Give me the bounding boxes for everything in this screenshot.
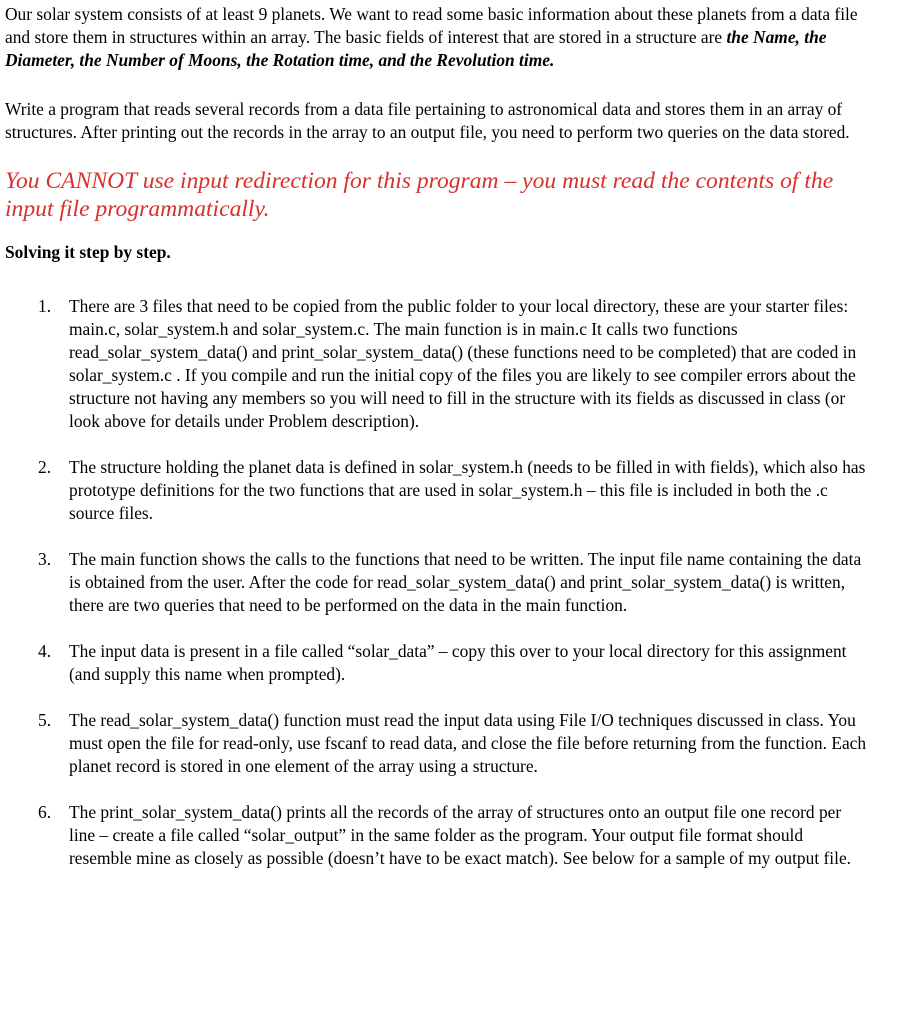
step-number: 6. [38,802,52,822]
step-text: The read_solar_system_data() function must read the input data using File I/O techniques discussed in class. You must open the file for read-only, use fscanf to read data, and close the file before returning from the function. Each planet record is stored in one element of the array using a structure. [69,710,867,776]
list-item [5,801,869,870]
list-item [5,295,869,433]
intro-paragraph [5,3,885,72]
task-paragraph: Write a program that reads several records from a data file pertaining to astronomical data and stores them in an array of structures. After printing out the records in the array to an output file, you need to perform two queries on the data stored. [5,99,850,142]
step-number: 1. [38,296,52,316]
steps-list [5,295,907,870]
step-number: 4. [38,641,52,661]
step-text: The main function shows the calls to the functions that need to be written. The input file name containing the data is obtained from the user. After the code for read_solar_system_data() and print_solar_system_data() is written, there are two queries that need to be performed on the data in the main function. [69,549,862,615]
step-text: The input data is present in a file called “solar_data” – copy this over to your local directory for this assignment (and supply this name when prompted). [69,641,847,684]
list-item [5,456,869,525]
step-text: There are 3 files that need to be copied from the public folder to your local directory, these are your starter files: main.c, solar_system.h and solar_system.c. The main function is in main.c It calls two functions read_solar_system_data() and print_solar_system_data() (these functions need to be completed) that are coded in solar_system.c . If you compile and run the initial copy of the files you are likely to see compiler errors about the structure not having any members so you will need to fill in the structure with its fields as discussed in class (or look above for details under Problem description). [69,296,857,431]
step-number: 2. [38,457,52,477]
list-item [5,709,869,778]
section-heading: Solving it step by step. [5,242,171,262]
list-item [5,548,869,617]
step-number: 3. [38,549,52,569]
warning-note: You CANNOT use input redirection for this program – you must read the contents of the input file programmatically. [5,168,834,222]
list-item [5,640,869,686]
step-text: The structure holding the planet data is defined in solar_system.h (needs to be filled in with fields), which also has prototype definitions for the two functions that are used in solar_system.h – this file is included in both the .c source files. [69,457,866,523]
step-number: 5. [38,710,52,730]
intro-emphasis: the Name, the Diameter, the Number of Moons, the Rotation time, and the Revolution time. [5,27,827,70]
intro-text: Our solar system consists of at least 9 planets. We want to read some basic information about these planets from a data file and store them in structures within an array. The basic fields of interest that are stored in a structure are [5,4,858,47]
step-text: The print_solar_system_data() prints all the records of the array of structures onto an output file one record per line – create a file called “solar_output” in the same folder as the program. Your output file format should resemble mine as closely as possible (doesn’t have to be exact match). See below for a sample of my output file. [69,802,852,868]
